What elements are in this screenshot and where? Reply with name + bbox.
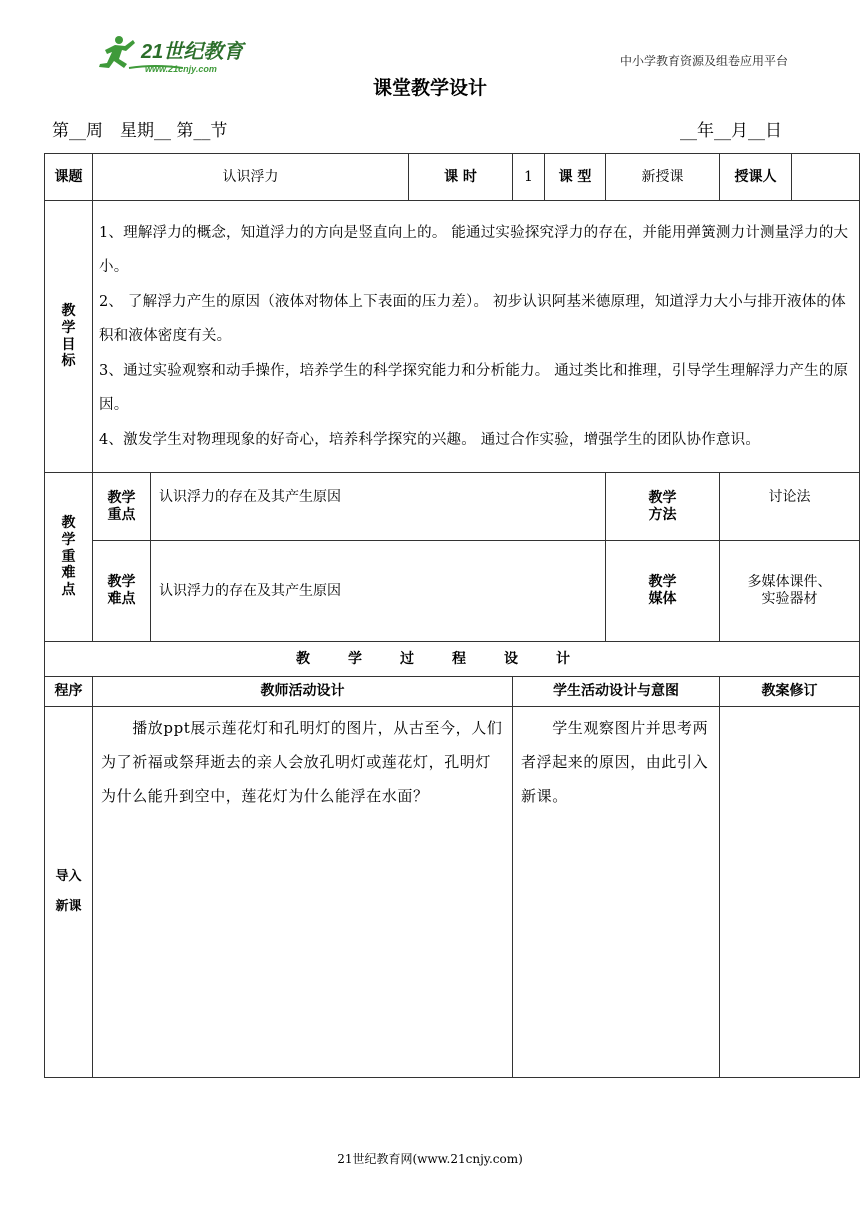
info-row bbox=[45, 154, 860, 201]
focus-value: 认识浮力的存在及其产生原因 bbox=[151, 473, 606, 541]
procedure-cell: 导入 新课 bbox=[45, 707, 93, 1078]
method-value: 讨论法 bbox=[720, 473, 860, 541]
topic-label: 课题 bbox=[45, 154, 93, 201]
svg-text:21世纪教育: 21世纪教育 bbox=[141, 41, 244, 63]
objectives-label: 教 学 目 标 bbox=[45, 201, 93, 473]
teacher-activity-header: 教师活动设计 bbox=[93, 677, 513, 707]
objective-item: 1、理解浮力的概念，知道浮力的方向是竖直向上的。 能通过实验探究浮力的存在，并能用弹簧测力计测量浮力的大小。 bbox=[99, 224, 849, 276]
focus-label: 教学 重点 bbox=[93, 473, 151, 541]
process-title-row bbox=[45, 642, 860, 677]
hours-label: 课 时 bbox=[409, 154, 513, 201]
procedure-header: 程序 bbox=[45, 677, 93, 707]
media-value: 多媒体课件、 实验器材 bbox=[720, 541, 860, 642]
difficulty-value: 认识浮力的存在及其产生原因 bbox=[151, 541, 606, 642]
page-title: 课堂教学设计 bbox=[372, 77, 487, 99]
week-line: 第__周 星期__ 第__节 bbox=[52, 121, 228, 141]
teacher-label: 授课人 bbox=[720, 154, 792, 201]
student-activity-cell: 学生观察图片并思考两者浮起来的原因，由此引入新课。 bbox=[513, 707, 720, 1078]
date-line: __年__月__日 bbox=[680, 121, 782, 141]
lesson-plan-table bbox=[44, 153, 860, 1078]
difficulty-row bbox=[45, 541, 860, 642]
hours-value: 1 bbox=[513, 154, 545, 201]
student-activity-header: 学生活动设计与意图 bbox=[513, 677, 720, 707]
media-label: 教学 媒体 bbox=[606, 541, 720, 642]
objectives-row bbox=[45, 201, 860, 473]
objective-item: 4、激发学生对物理现象的好奇心，培养科学探究的兴趣。 通过合作实验，增强学生的团队协作意识。 bbox=[99, 431, 761, 448]
objectives-content bbox=[93, 201, 860, 473]
logo bbox=[95, 34, 265, 76]
teacher-activity-cell: 播放ppt展示莲花灯和孔明灯的图片，从古至今，人们为了祈福或祭拜逝去的亲人会放孔明灯或莲花灯，孔明灯为什么能升到空中，莲花灯为什么能浮在水面？ bbox=[93, 707, 513, 1078]
footer: 21世纪教育网(www.21cnjy.com) bbox=[337, 1152, 523, 1166]
key-points-label: 教 学 重 难 点 bbox=[45, 473, 93, 642]
process-header-row bbox=[45, 677, 860, 707]
method-label: 教学 方法 bbox=[606, 473, 720, 541]
process-row bbox=[45, 707, 860, 1078]
type-label: 课 型 bbox=[545, 154, 606, 201]
revision-cell bbox=[720, 707, 860, 1078]
focus-row bbox=[45, 473, 860, 541]
runner-logo-icon bbox=[95, 34, 265, 76]
objective-item: 3、通过实验观察和动手操作，培养学生的科学探究能力和分析能力。 通过类比和推理，引导学生理解浮力产生的原因。 bbox=[99, 362, 849, 414]
platform-name: 中小学教育资源及组卷应用平台 bbox=[620, 54, 789, 68]
topic-value: 认识浮力 bbox=[93, 154, 409, 201]
teacher-value bbox=[792, 154, 860, 201]
type-value: 新授课 bbox=[606, 154, 720, 201]
objective-item: 2、 了解浮力产生的原因（液体对物体上下表面的压力差）。 初步认识阿基米德原理，知道浮力大小与排开液体的体积和液体密度有关。 bbox=[99, 293, 846, 345]
svg-text:www.21cnjy.com: www.21cnjy.com bbox=[145, 64, 217, 74]
process-title: 教学过程设计 bbox=[45, 642, 860, 677]
difficulty-label: 教学 难点 bbox=[93, 541, 151, 642]
revision-header: 教案修订 bbox=[720, 677, 860, 707]
